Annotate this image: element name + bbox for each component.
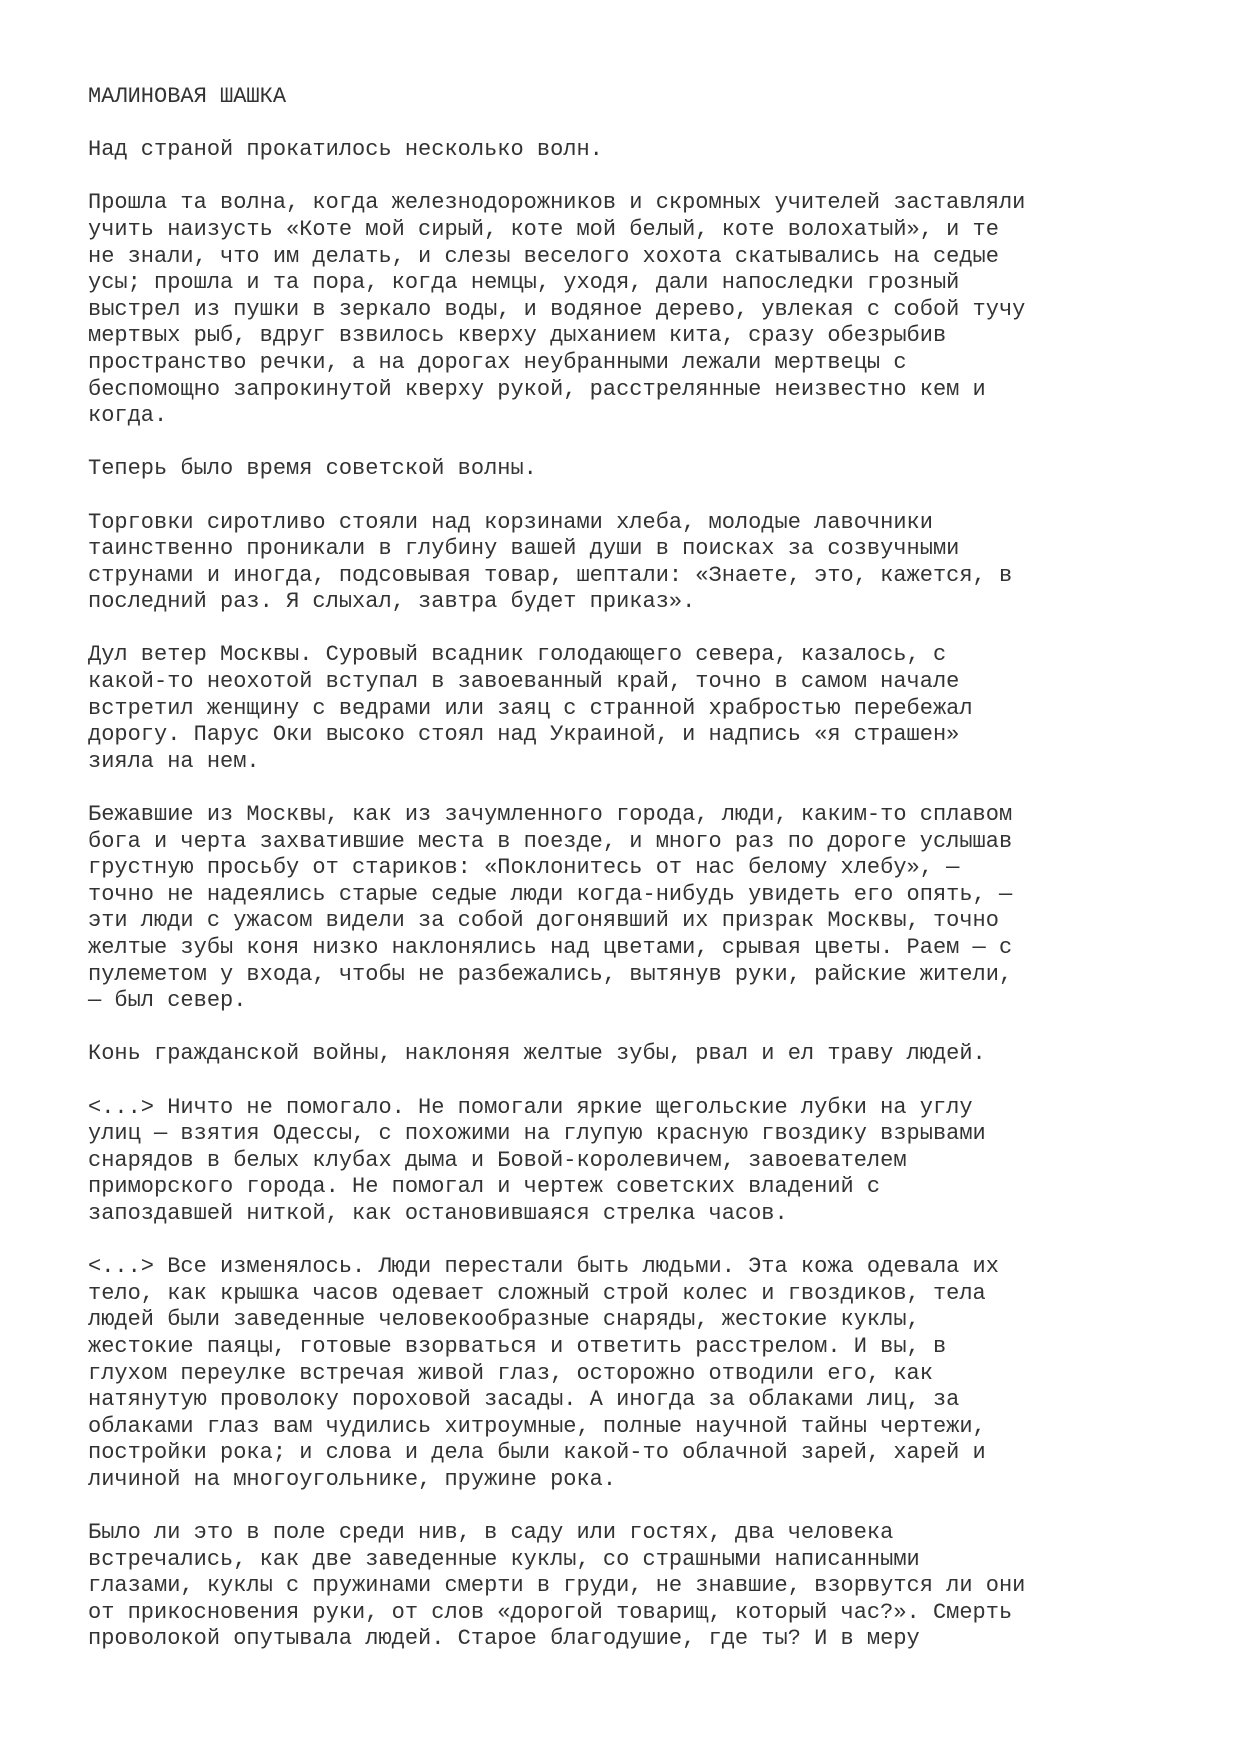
paragraph-gap [88, 483, 1188, 510]
paragraph-gap [88, 111, 1188, 138]
paragraph-gap [88, 1228, 1188, 1255]
text-line: зияла на нем. [88, 748, 260, 774]
paragraph-gap [88, 1068, 1188, 1095]
text-line: желтые зубы коня низко наклонялись над цветами, срывая цветы. Раем — с [88, 935, 1013, 960]
text-line: пулеметом у входа, чтобы не разбежались, вытянув руки, райские жители, [88, 961, 1013, 987]
text-line: снарядов в белых клубах дыма и Бовой-королевичем, завоевателем [88, 1147, 907, 1173]
text-line: грустную просьбу от стариков: «Поклонитесь от нас белому хлебу», — [88, 855, 960, 881]
text-line: улиц — взятия Одессы, с похожими на глупую красную гвоздику взрывами [88, 1121, 986, 1147]
text-line: учить наизусть «Коте мой сирый, коте мой белый, коте волохатый», и те [88, 216, 999, 242]
text-line: <...> Все изменялось. Люди перестали быть людьми. Эта кожа одевала их [88, 1254, 999, 1280]
text-line: эти люди с ужасом видели за собой догонявший их призрак Москвы, точно [88, 908, 999, 934]
text-line: жестокие паяцы, готовые взорваться и ответить расстрелом. И вы, в [88, 1333, 947, 1359]
text-line: глазами, куклы с пружинами смерти в груди, не знавшие, взорвутся ли они [88, 1573, 1026, 1599]
text-line: последний раз. Я слыхал, завтра будет приказ». [88, 589, 696, 615]
text-line: выстрел из пушки в зеркало воды, и водяное дерево, увлекая с собой тучу [88, 296, 1026, 322]
text-line: беспомощно запрокинутой кверху рукой, расстрелянные неизвестно кем и [88, 376, 986, 402]
text-line: тело, как крышка часов одевает сложный строй колес и гвоздиков, тела [88, 1280, 986, 1306]
text-line: таинственно проникали в глубину вашей души в поисках за созвучными [88, 536, 960, 562]
paragraph [88, 642, 1188, 775]
text-line: встречались, как две заведенные куклы, со страшными написанными [88, 1546, 920, 1572]
text-line: дорогу. Парус Оки высоко стоял над Украиной, и надпись «я страшен» [88, 722, 960, 748]
paragraph [88, 1095, 1188, 1228]
text-line: струнами и иногда, подсовывая товар, шептали: «Знаете, это, кажется, в [88, 562, 1013, 588]
paragraph [88, 190, 1188, 429]
text-line: какой-то неохотой вступал в завоеванный край, точно в самом начале [88, 669, 960, 695]
text-line: проволокой опутывала людей. Старое благодушие, где ты? И в меру [88, 1626, 920, 1652]
text-line: встретил женщину с ведрами или заяц с странной храбростью перебежал [88, 695, 973, 721]
text-line: приморского города. Не помогал и чертеж советских владений с [88, 1174, 881, 1200]
text-line: Дул ветер Москвы. Суровый всадник голодающего севера, казалось, с [88, 642, 947, 668]
text-line: не знали, что им делать, и слезы веселого хохота скатывались на седые [88, 243, 999, 269]
paragraph [88, 1254, 1188, 1493]
text-line: когда. [88, 403, 168, 429]
text-line: усы; прошла и та пора, когда немцы, уходя, дали напоследки грозный [88, 270, 960, 296]
text-line: <...> Ничто не помогало. Не помогали яркие щегольские лубки на углу [88, 1094, 973, 1120]
text-line: мертвых рыб, вдруг взвилось кверху дыханием кита, сразу обезрыбив [88, 323, 947, 349]
text-line: точно не надеялись старые седые люди когда-нибудь увидеть его опять, — [88, 881, 1013, 907]
text-line: Конь гражданской войны, наклоняя желтые зубы, рвал и ел траву людей. [88, 1041, 986, 1067]
text-line: запоздавшей ниткой, как остановившаяся стрелка часов. [88, 1200, 788, 1226]
paragraph [88, 510, 1188, 616]
text-line: Было ли это в поле среди нив, в саду или гостях, два человека [88, 1520, 894, 1546]
paragraph [88, 1520, 1188, 1653]
paragraph-gap [88, 616, 1188, 643]
text-line: глухом переулке встречая живой глаз, осторожно отводили его, как [88, 1360, 933, 1386]
text-line: — был север. [88, 988, 247, 1014]
text-line: Бежавшие из Москвы, как из зачумленного города, люди, каким-то сплавом [88, 802, 1013, 828]
text-line: людей были заведенные человекообразные снаряды, жестокие куклы, [88, 1307, 920, 1333]
paragraph [88, 137, 1188, 164]
paragraph [88, 802, 1188, 1015]
paragraph-gap [88, 1493, 1188, 1520]
document-body [88, 111, 1188, 1653]
paragraph [88, 456, 1188, 483]
text-line: бога и черта захватившие места в поезде, и много раз по дороге услышав [88, 828, 1013, 854]
document-title: МАЛИНОВАЯ ШАШКА [88, 84, 287, 109]
paragraph [88, 1041, 1188, 1068]
paragraph-gap [88, 164, 1188, 191]
paragraph-gap [88, 430, 1188, 457]
paragraph-gap [88, 775, 1188, 802]
text-line: Прошла та волна, когда железнодорожников и скромных учителей заставляли [88, 190, 1026, 216]
text-line: личиной на многоугольнике, пружине рока. [88, 1466, 617, 1492]
text-line: постройки рока; и слова и дела были какой-то облачной зарей, харей и [88, 1440, 986, 1466]
text-line: Над страной прокатилось несколько волн. [88, 137, 603, 163]
text-line: натянутую проволоку пороховой засады. А иногда за облаками лиц, за [88, 1387, 960, 1413]
text-line: от прикосновения руки, от слов «дорогой товарищ, который час?». Смерть [88, 1599, 1013, 1625]
text-line: облаками глаз вам чудились хитроумные, полные научной тайны чертежи, [88, 1413, 986, 1439]
text-line: Торговки сиротливо стояли над корзинами хлеба, молодые лавочники [88, 509, 933, 535]
text-line: Теперь было время советской волны. [88, 456, 537, 482]
document-page [88, 84, 1188, 1653]
text-line: пространство речки, а на дорогах неубранными лежали мертвецы с [88, 349, 907, 375]
paragraph-gap [88, 1015, 1188, 1042]
